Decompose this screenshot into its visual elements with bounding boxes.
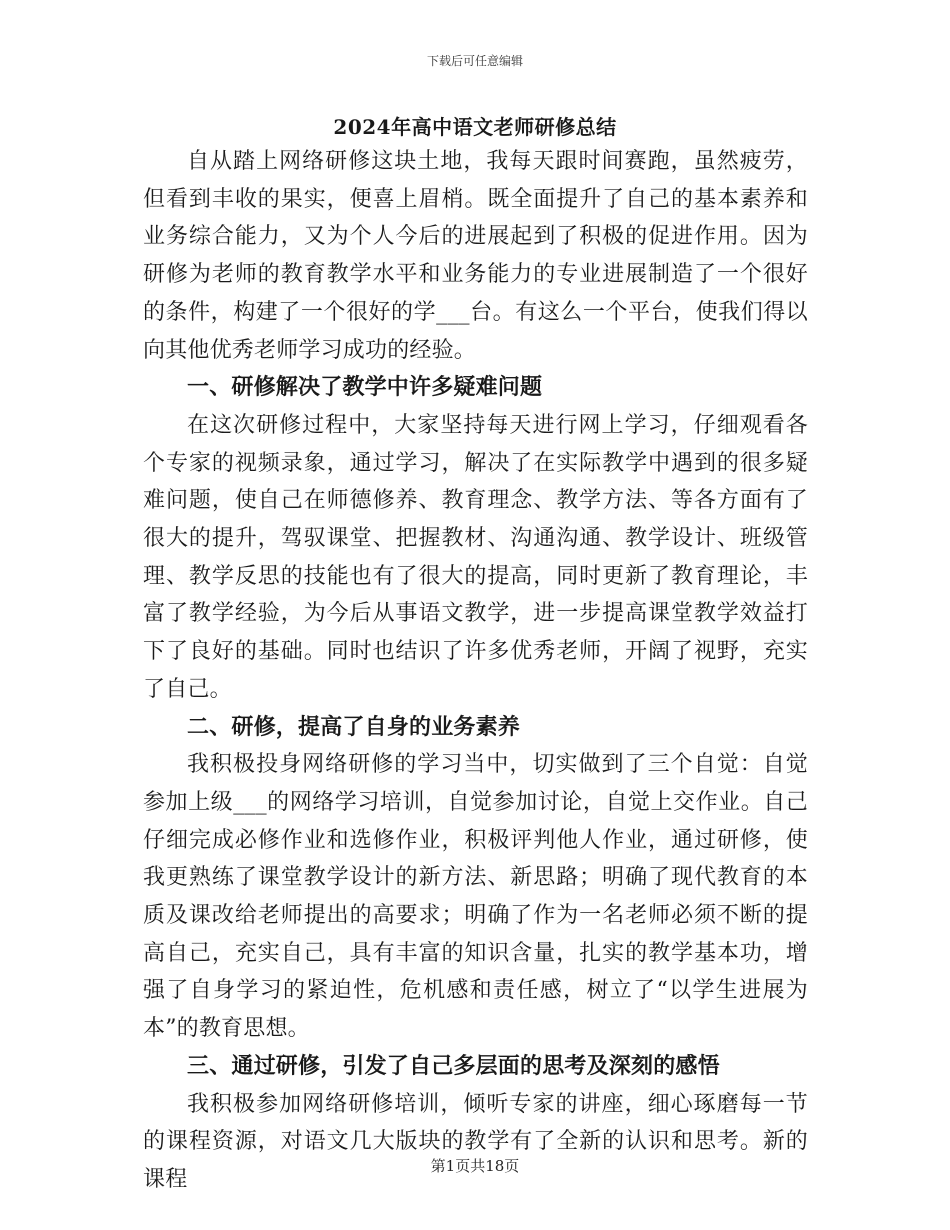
paragraph-section-2: 我积极投身网络研修的学习当中，切实做到了三个自觉：自觉参加上级___的网络学习培训，自觉参加讨论，自觉上交作业。自己仔细完成必修作业和选修作业，积极评判他人作业，通过研修，使我更熟练了课堂教学设计的新方法、新思路；明确了现代教育的本质及课改给老师提出的高要求；明确了作为一名老师必须不断的提高自己，充实自己，具有丰富的知识含量，扎实的教学基本功，增强了自身学习的紧迫性，危机感和责任感，树立了“以学生进展为本”的教育思想。 <box>143 752 808 1042</box>
page-header: 下载后可任意编辑 <box>426 54 523 68</box>
document-title: 2024年高中语文老师研修总结 <box>333 115 617 139</box>
paragraph-intro: 自从踏上网络研修这块土地，我每天跟时间赛跑，虽然疲劳，但看到丰收的果实，便喜上眉梢。既全面提升了自己的基本素养和业务综合能力，又为个人今后的进展起到了积极的促进作用。因为研修为老师的教育教学水平和业务能力的专业进展制造了一个很好的条件，构建了一个很好的学___台。有这么一个平台，使我们得以向其他优秀老师学习成功的经验。 <box>143 149 808 363</box>
section-heading-3: 三、通过研修，引发了自己多层面的思考及深刻的感悟 <box>187 1052 720 1079</box>
paragraph-section-3: 我积极参加网络研修培训，倾听专家的讲座，细心琢磨每一节的课程资源，对语文几大版块的教学有了全新的认识和思考。新的课程 <box>143 1091 808 1192</box>
document-body <box>143 143 808 1199</box>
paragraph-section-1: 在这次研修过程中，大家坚持每天进行网上学习，仔细观看各个专家的视频录象，通过学习，解决了在实际教学中遇到的很多疑难问题，使自己在师德修养、教育理念、教学方法、等各方面有了很大的提升，驾驭课堂、把握教材、沟通沟通、教学设计、班级管理、教学反思的技能也有了很大的提高，同时更新了教育理论，丰富了教学经验，为今后从事语文教学，进一步提高课堂教学效益打下了良好的基础。同时也结识了许多优秀老师，开阔了视野，充实了自己。 <box>143 412 808 702</box>
section-heading-1: 一、研修解决了教学中许多疑难问题 <box>187 374 543 401</box>
section-heading-2: 二、研修，提高了自身的业务素养 <box>187 713 521 740</box>
page-footer: 第1页共18页 <box>430 1157 520 1175</box>
